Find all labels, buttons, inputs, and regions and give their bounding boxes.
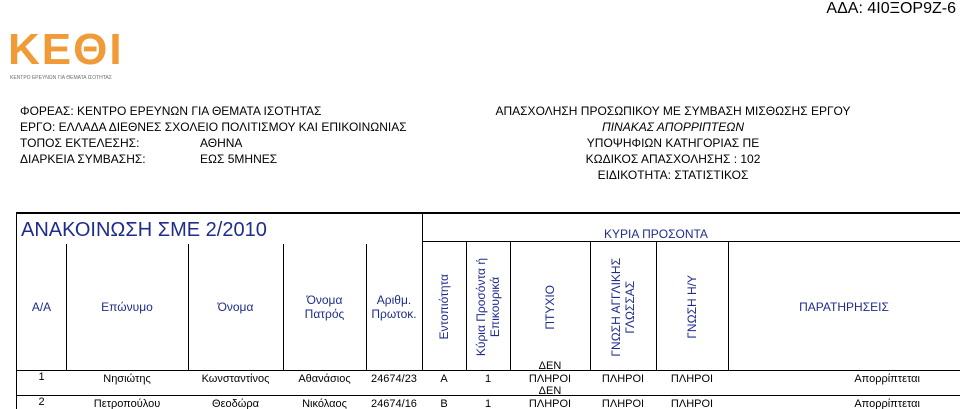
col-header-surname <box>66 244 188 370</box>
col-header-text: Όνομα <box>306 293 343 307</box>
col-header-text: ΠΑΡΑΤΗΡΗΣΕΙΣ <box>799 300 889 314</box>
header-right-line: ΑΠΑΣΧΟΛΗΣΗ ΠΡΟΣΩΠΙΚΟΥ ΜΕ ΣΥΜΒΑΣΗ ΜΙΣΘΩΣΗΣ ΕΡΓΟΥ <box>495 104 851 118</box>
cell-name: Κωνσταντίνος <box>201 373 270 385</box>
cell-english: ΠΛΗΡΟΙ <box>601 373 645 385</box>
logo-word: ΚΕΘΙ <box>8 25 124 74</box>
cell-father: Νικόλαος <box>302 398 347 409</box>
col-header-remarks <box>728 244 960 370</box>
cell-degree-1: ΔΕΝ <box>538 360 562 372</box>
header-right-line: ΚΩΔΙΚΟΣ ΑΠΑΣΧΟΛΗΣΗΣ : 102 <box>585 152 761 166</box>
header-bottom-line <box>17 370 960 371</box>
rejections-table <box>16 212 960 409</box>
cell-main: 1 <box>484 373 492 385</box>
logo-subtitle: ΚΕΝΤΡΟ ΕΡΕΥΝΩΝ ΓΙΑ ΘΕΜΑΤΑ ΙΣΟΤΗΤΑΣ <box>10 75 112 81</box>
col-header-text: Αριθμ. <box>376 293 412 307</box>
kethi-logo <box>8 25 128 81</box>
cell-remarks: Απορρίπτεται <box>854 373 920 385</box>
cell-aa: 1 <box>38 371 45 383</box>
col-header-text: ΓΝΩΣΗ Η/Υ <box>685 275 699 339</box>
cell-computer: ΠΛΗΡΟΙ <box>670 398 714 409</box>
col-header-degree <box>510 244 590 370</box>
cell-main: 1 <box>484 398 492 409</box>
header-label: ΦΟΡΕΑΣ: ΚΕΝΤΡΟ ΕΡΕΥΝΩΝ ΓΙΑ ΘΕΜΑΤΑ ΙΣΟΤΗΤΑΣ <box>20 104 322 118</box>
col-header-text: Επώνυμο <box>101 300 153 314</box>
cell-degree-2: ΠΛΗΡΟΙ <box>528 373 572 385</box>
col-header-protocol <box>366 244 422 370</box>
header-label: ΤΟΠΟΣ ΕΚΤΕΛΕΣΗΣ: <box>20 136 140 150</box>
header-value: ΑΘΗΝΑ <box>200 136 243 150</box>
col-header-computer <box>656 244 728 370</box>
cell-degree-1: ΔΕΝ <box>538 385 562 397</box>
row-divider <box>17 395 960 396</box>
header-right-line: ΕΙΔΙΚΟΤΗΤΑ: ΣΤΑΤΙΣΤΙΚΟΣ <box>597 168 749 182</box>
cell-surname: Πετροπούλου <box>93 398 161 409</box>
cell-locality: Β <box>440 398 448 409</box>
header-label: ΕΡΓΟ: ΕΛΛΑΔΑ ΔΙΕΘΝΕΣ ΣΧΟΛΕΙΟ ΠΟΛΙΤΙΣΜΟΥ ΚΑΙ ΕΠΙΚΟΙΝΩΝΙΑΣ <box>20 120 407 134</box>
col-header-aa <box>17 244 66 370</box>
announcement-title: ΑΝΑΚΟΙΝΩΣΗ ΣΜΕ 2/2010 <box>21 219 267 241</box>
cell-surname: Νησιώτης <box>103 373 151 385</box>
header-right-line: ΠΙΝΑΚΑΣ ΑΠΟΡΡΙΠΤΕΩΝ <box>602 120 744 134</box>
cell-locality: Α <box>440 373 448 385</box>
group-header-divider <box>422 241 960 242</box>
cell-protocol: 24674/16 <box>371 398 417 409</box>
cell-english: ΠΛΗΡΟΙ <box>601 398 645 409</box>
header-label: ΔΙΑΡΚΕΙΑ ΣΥΜΒΑΣΗΣ: <box>20 152 146 166</box>
col-header-text: ΠΤΥΧΙΟ <box>543 284 557 330</box>
col-header-text: Κύρια Προσόντα ή <box>474 257 488 357</box>
col-header-text: Εντοπιότητα <box>437 274 451 340</box>
cell-degree-2: ΠΛΗΡΟΙ <box>528 398 572 409</box>
col-header-locality <box>422 244 466 370</box>
col-header-text: ΓΛΩΣΣΑΣ <box>623 280 637 334</box>
col-header-text: Όνομα <box>217 300 254 314</box>
ada-code: ΑΔΑ: 4Ι0ΞΟΡ9Ζ-6 <box>826 0 956 17</box>
col-header-main-qualification <box>466 244 510 370</box>
cell-aa: 2 <box>38 396 45 408</box>
cell-remarks: Απορρίπτεται <box>854 398 920 409</box>
col-header-text: Επικουρικά <box>488 276 502 338</box>
col-header-father <box>283 244 366 370</box>
col-header-text: Α/Α <box>31 300 52 314</box>
cell-protocol: 24674/23 <box>371 373 417 385</box>
col-header-text: Πρωτοκ. <box>371 307 417 321</box>
col-header-text: Πατρός <box>304 307 345 321</box>
cell-father: Αθανάσιος <box>298 373 351 385</box>
cell-name: Θεοδώρα <box>212 398 259 409</box>
col-header-text: ΓΝΩΣΗ ΑΓΓΛΙΚΗΣ <box>609 257 623 357</box>
cell-computer: ΠΛΗΡΟΙ <box>670 373 714 385</box>
header-right-line: ΥΠΟΨΗΦΙΩΝ ΚΑΤΗΓΟΡΙΑΣ ΠΕ <box>586 136 760 150</box>
header-value: ΕΩΣ 5ΜΗΝΕΣ <box>200 152 278 166</box>
col-header-name <box>188 244 283 370</box>
col-header-english <box>590 244 656 370</box>
group-header-main-qualifications: ΚΥΡΙΑ ΠΡΟΣΟΝΤΑ <box>604 227 708 241</box>
